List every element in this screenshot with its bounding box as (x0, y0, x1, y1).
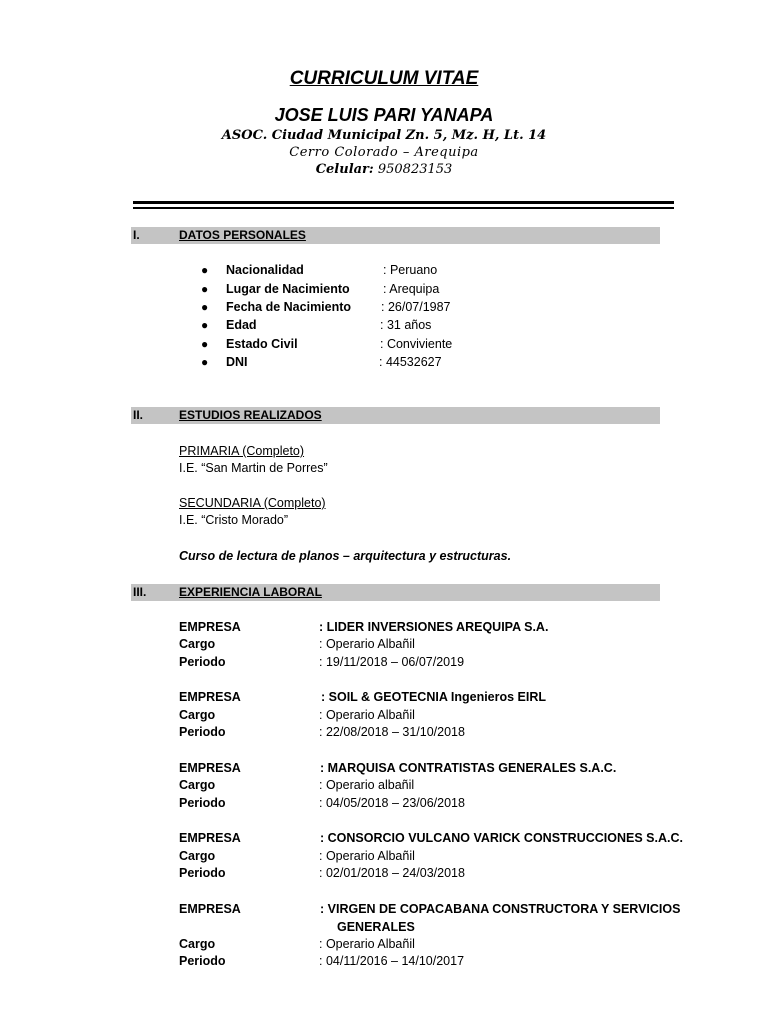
cargo-label: Cargo (179, 937, 216, 951)
personal-label: Nacionalidad (226, 263, 304, 277)
section-number: II. (133, 408, 144, 422)
phone-label: Celular: (315, 162, 374, 177)
personal-value: : Conviviente (380, 337, 453, 351)
course-text: Curso de lectura de planos – arquitectura y estructuras. (179, 549, 512, 563)
empresa-label: EMPRESA (179, 831, 241, 845)
bullet-icon: ● (201, 282, 209, 296)
personal-label: Edad (226, 318, 257, 332)
empresa-label: EMPRESA (179, 620, 241, 634)
cargo-value: : Operario Albañil (319, 849, 415, 863)
secondary-heading: SECUNDARIA (Completo) (179, 496, 326, 510)
periodo-value: : 22/08/2018 – 31/10/2018 (319, 725, 465, 739)
bullet-icon: ● (201, 300, 209, 314)
bullet-icon: ● (201, 263, 209, 277)
personal-label: Lugar de Nacimiento (226, 282, 350, 296)
primary-school: I.E. “San Martin de Porres” (179, 461, 328, 475)
cargo-value: : Operario Albañil (319, 637, 415, 651)
empresa-value: : MARQUISA CONTRATISTAS GENERALES S.A.C. (320, 761, 617, 775)
phone-value: 950823153 (377, 162, 453, 177)
section-experience-bar (131, 584, 660, 601)
cargo-label: Cargo (179, 849, 216, 863)
personal-value: : 31 años (380, 318, 432, 332)
header-divider-thin (133, 207, 674, 209)
bullet-icon: ● (201, 337, 209, 351)
applicant-address: ASOC. Ciudad Municipal Zn. 5, Mz. H, Lt. 14 (221, 128, 547, 143)
periodo-value: : 02/01/2018 – 24/03/2018 (319, 866, 465, 880)
personal-value: : Peruano (383, 263, 438, 277)
section-number: I. (133, 228, 140, 242)
section-studies-bar (131, 407, 660, 424)
cargo-value: : Operario Albañil (319, 708, 415, 722)
periodo-label: Periodo (179, 725, 226, 739)
cargo-label: Cargo (179, 637, 216, 651)
empresa-value: : VIRGEN DE COPACABANA CONSTRUCTORA Y SERVICIOS (320, 902, 681, 916)
primary-heading: PRIMARIA (Completo) (179, 444, 305, 458)
periodo-label: Periodo (179, 655, 226, 669)
cargo-label: Cargo (179, 708, 216, 722)
empresa-value: : CONSORCIO VULCANO VARICK CONSTRUCCIONES S.A.C. (320, 831, 683, 845)
bullet-icon: ● (201, 318, 209, 332)
periodo-value: : 04/05/2018 – 23/06/2018 (319, 796, 465, 810)
secondary-school: I.E. “Cristo Morado” (179, 513, 289, 527)
section-title: ESTUDIOS REALIZADOS (179, 408, 322, 422)
empresa-value: : SOIL & GEOTECNIA Ingenieros EIRL (321, 690, 547, 704)
empresa-value: : LIDER INVERSIONES AREQUIPA S.A. (319, 620, 549, 634)
bullet-icon: ● (201, 355, 209, 369)
empresa-value-continued: GENERALES (337, 920, 415, 934)
applicant-city: Cerro Colorado – Arequipa (289, 145, 479, 160)
personal-label: Estado Civil (226, 337, 298, 351)
personal-value: : 26/07/1987 (381, 300, 451, 314)
periodo-label: Periodo (179, 954, 226, 968)
cv-title: CURRICULUM VITAE (289, 68, 479, 89)
periodo-label: Periodo (179, 796, 226, 810)
cargo-value: : Operario albañil (319, 778, 415, 792)
personal-label: Fecha de Nacimiento (226, 300, 352, 314)
empresa-label: EMPRESA (179, 761, 241, 775)
periodo-value: : 04/11/2016 – 14/10/2017 (319, 954, 465, 968)
cargo-value: : Operario Albañil (319, 937, 415, 951)
empresa-label: EMPRESA (179, 690, 241, 704)
applicant-name: JOSE LUIS PARI YANAPA (274, 105, 494, 125)
section-title: EXPERIENCIA LABORAL (179, 585, 322, 599)
section-title: DATOS PERSONALES (179, 228, 306, 242)
applicant-phone (0, 162, 768, 177)
empresa-label: EMPRESA (179, 902, 241, 916)
personal-value: : Arequipa (383, 282, 440, 296)
cargo-label: Cargo (179, 778, 216, 792)
section-number: III. (133, 585, 147, 599)
header-divider-thick (133, 201, 674, 204)
periodo-label: Periodo (179, 866, 226, 880)
periodo-value: : 19/11/2018 – 06/07/2019 (319, 655, 465, 669)
section-personal-data-bar (131, 227, 660, 244)
personal-label: DNI (226, 355, 248, 369)
personal-value: : 44532627 (379, 355, 442, 369)
